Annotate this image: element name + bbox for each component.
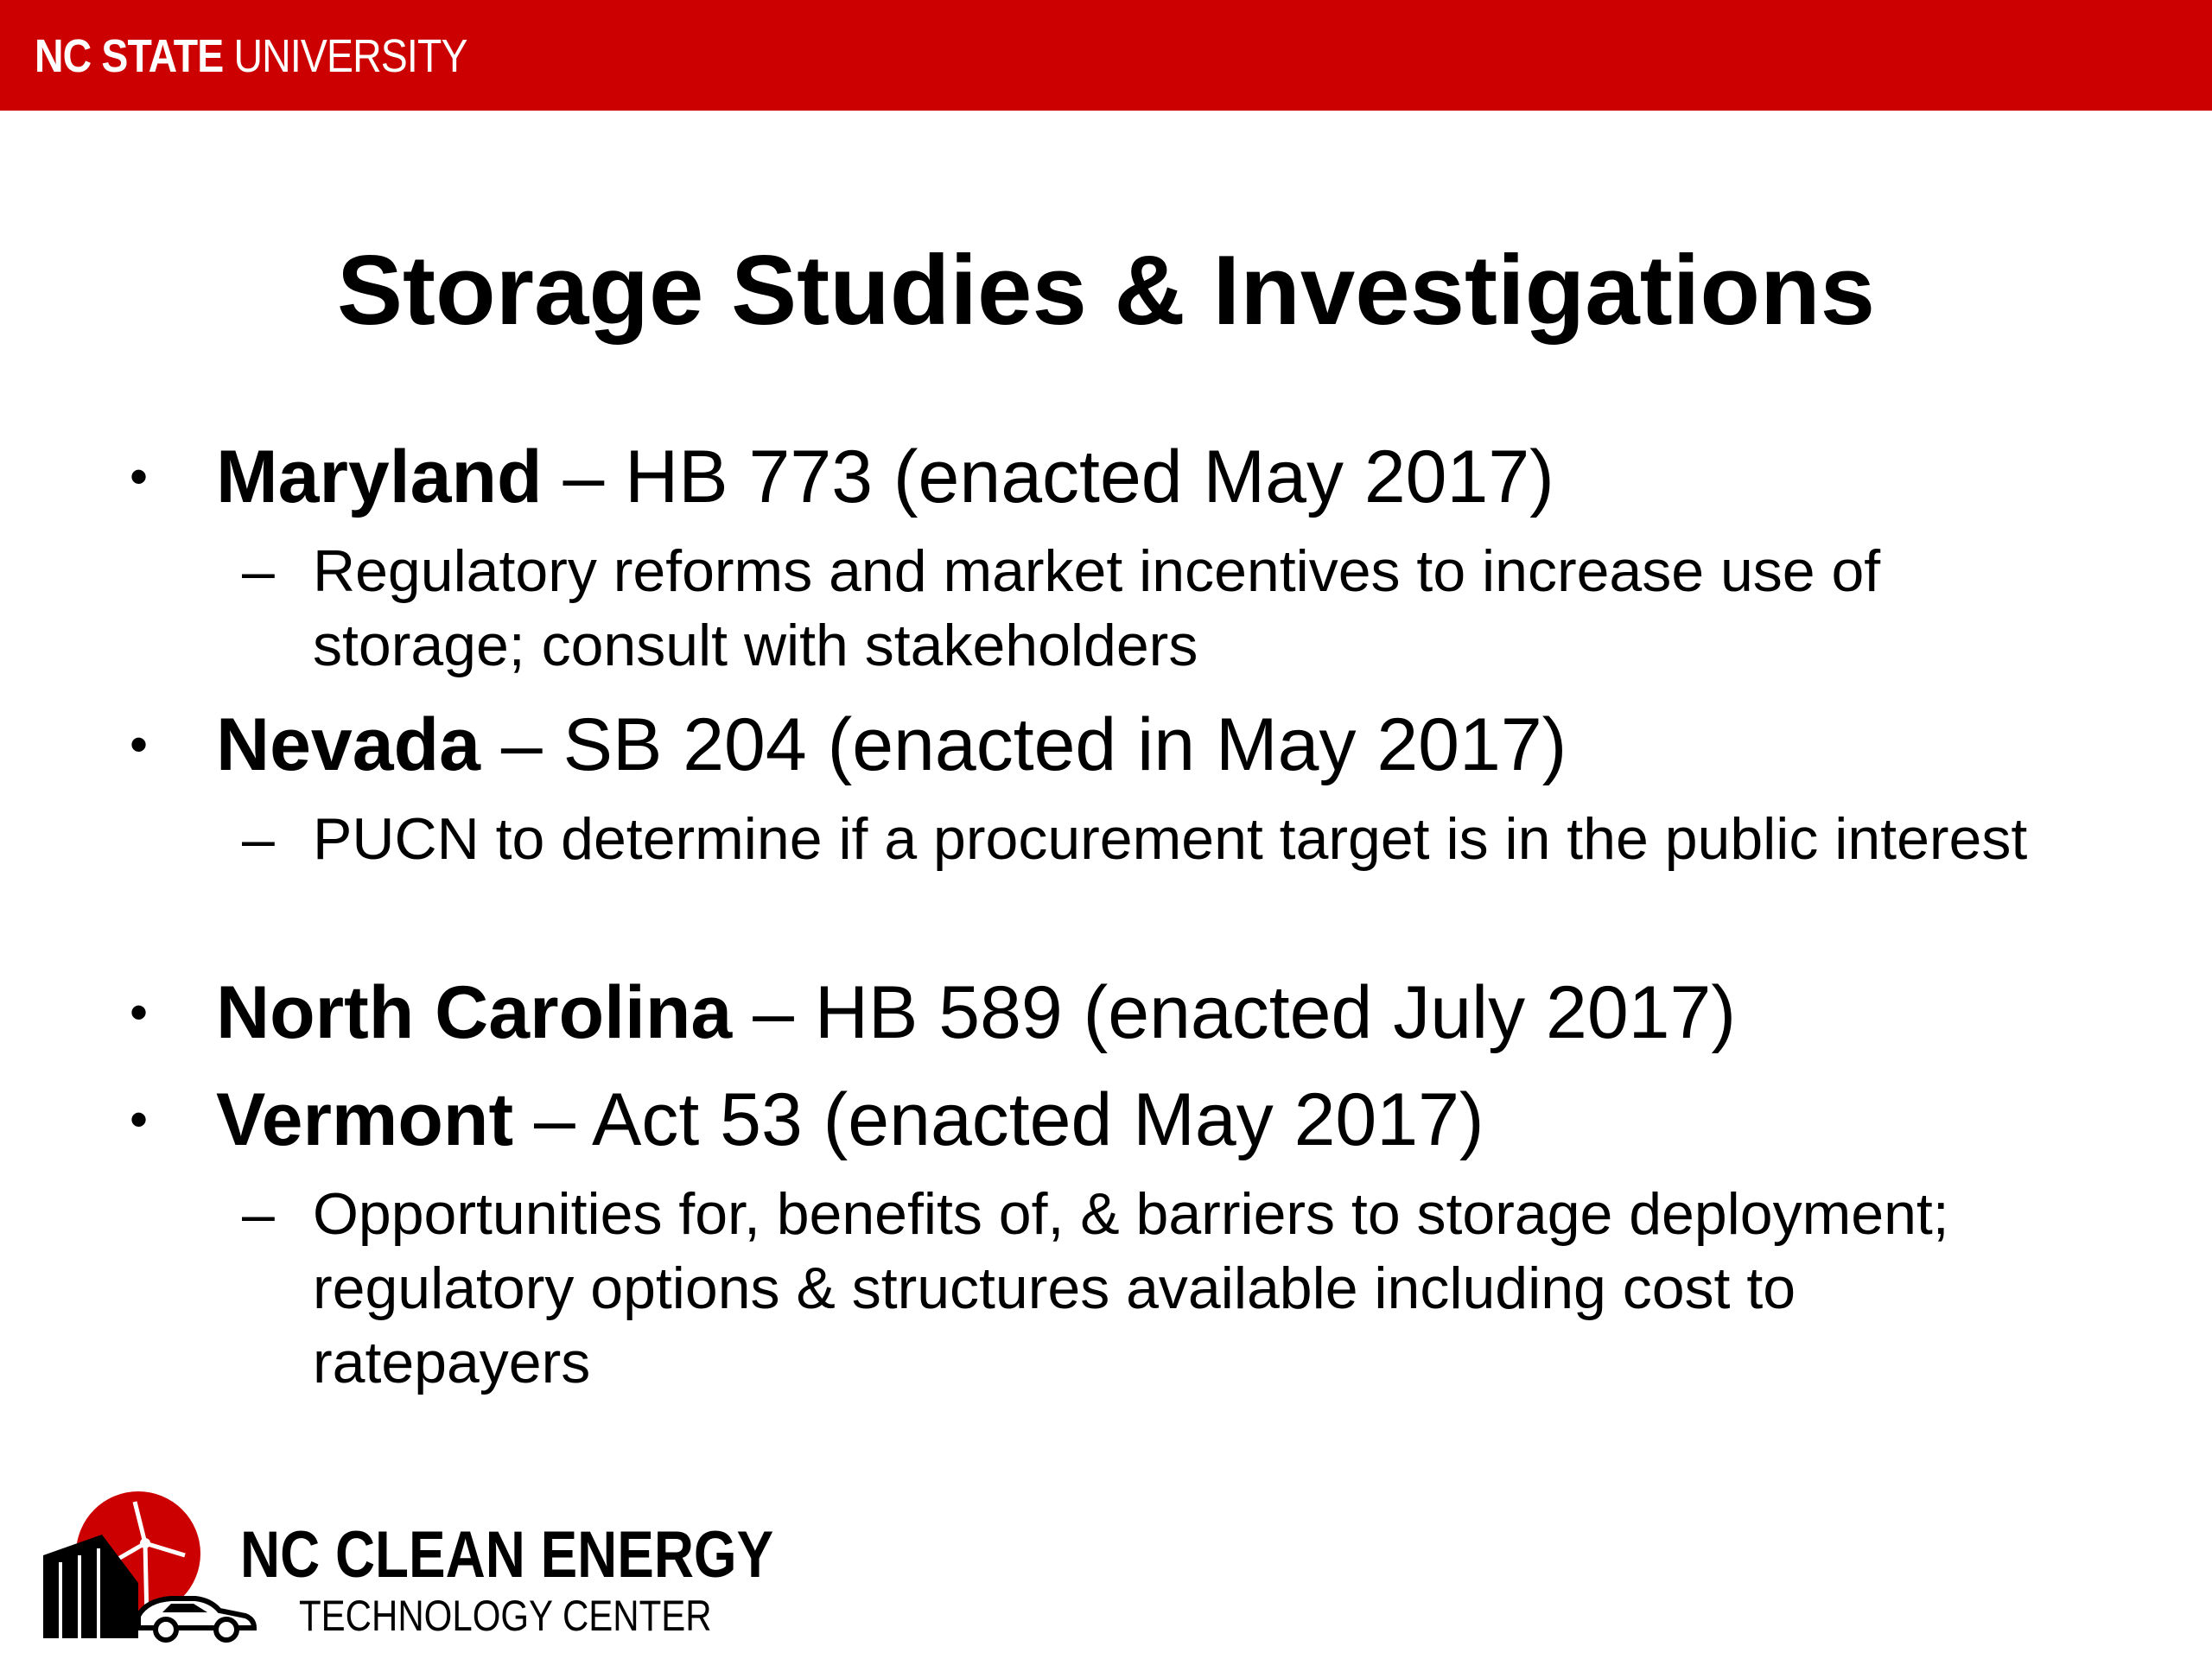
bullet-north-carolina	[130, 969, 1736, 1056]
bullet-maryland	[130, 434, 1554, 520]
slide-title: Storage Studies & Investigations	[336, 236, 1876, 346]
bullet-detail: – Act 53 (enacted May 2017)	[513, 1078, 1484, 1161]
bullet-detail: – SB 204 (enacted in May 2017)	[480, 703, 1567, 786]
bullet-state: Maryland	[216, 435, 543, 518]
bullet-state: Nevada	[216, 703, 480, 786]
bullet-nevada	[130, 702, 1567, 788]
sub-bullet-text: Regulatory reforms and market incentives to increase use of storage; consult with stakeholders	[313, 538, 1881, 678]
bullet-dot: •	[130, 448, 149, 505]
sub-bullet-nevada	[242, 802, 2084, 876]
sub-bullet-text: Opportunities for, benefits of, & barriers to storage deployment; regulatory options & structures available including cost to ratepayers	[313, 1181, 1949, 1395]
bullet-dot: •	[130, 983, 149, 1041]
bullet-vermont	[130, 1077, 1484, 1163]
bullet-state: North Carolina	[216, 971, 733, 1054]
logo-title: NC CLEAN ENERGY	[240, 1518, 774, 1592]
bullet-detail: – HB 773 (enacted May 2017)	[542, 435, 1554, 518]
dash-marker: –	[242, 538, 275, 604]
sub-bullet-vermont	[242, 1177, 2084, 1400]
bullet-dot: •	[130, 715, 149, 773]
bullet-state: Vermont	[216, 1078, 514, 1161]
university-name-light: UNIVERSITY	[233, 30, 467, 82]
car-icon	[138, 1599, 254, 1640]
clean-energy-logo-icon	[41, 1490, 266, 1645]
bullet-detail: – HB 589 (enacted July 2017)	[732, 971, 1736, 1054]
dash-marker: –	[242, 806, 275, 872]
university-name-strong: NC STATE	[35, 30, 224, 82]
logo-subtitle: TECHNOLOGY CENTER	[299, 1592, 712, 1640]
dash-marker: –	[242, 1181, 275, 1247]
bullet-dot: •	[130, 1090, 149, 1148]
sub-bullet-maryland	[242, 534, 2084, 683]
sub-bullet-text: PUCN to determine if a procurement target is in the public interest	[313, 806, 2028, 872]
